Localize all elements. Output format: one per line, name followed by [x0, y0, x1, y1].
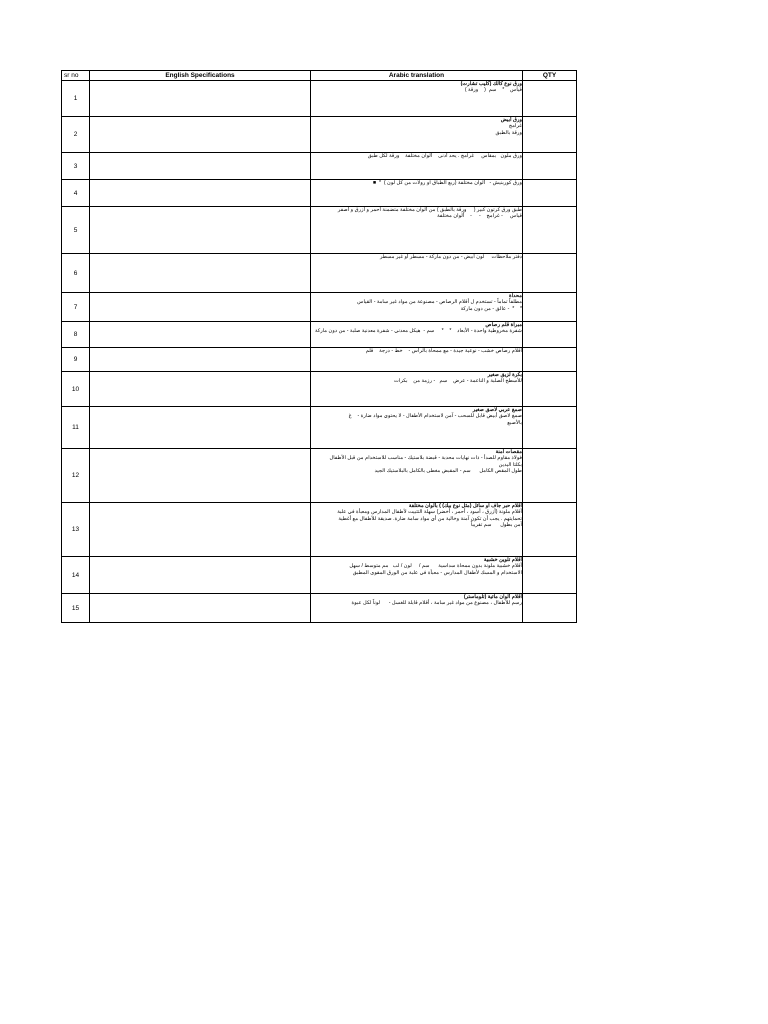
arabic-translation-cell	[311, 322, 523, 348]
qty-cell[interactable]	[523, 557, 577, 594]
qty-cell[interactable]	[523, 153, 577, 180]
table-row	[62, 594, 577, 623]
item-description-line: بكلتا اليدين	[498, 461, 522, 468]
qty-cell[interactable]	[523, 207, 577, 254]
arabic-translation-cell	[311, 594, 523, 623]
table-row	[62, 449, 577, 503]
item-description-line: تحمايتهم . يجب أن تكون آمنة وخالية من أي مواد سامة ضارة. صديقة للأطفال مع أغطية	[338, 515, 522, 522]
table-row	[62, 254, 577, 293]
item-description-line: بالأصبع	[507, 419, 522, 426]
row-number: 2	[62, 117, 90, 153]
item-description-line: فولاذ مقاوم للصدأ - ذات نهايات محدبة - قبضة بلاستيك - مناسب للاستخدام من قبل الأطفال	[329, 455, 522, 462]
arabic-translation-cell	[311, 153, 523, 180]
item-title: ورق نوع كالك (كليب تشارت)	[460, 81, 522, 87]
item-description-line: رسم للأطفال ، مصنوع من مواد غير سامة ، أقلام قابلة للغسل - لوناً لكل عبوة	[351, 600, 522, 607]
specifications-table	[61, 70, 577, 623]
english-spec-cell	[90, 207, 311, 254]
item-description-line: شفرة مخروطية واحدة - الأبعاد * * سم - هيكل معدني - شفرة معدنية صلبة - من دون ماركة	[314, 328, 522, 335]
arabic-translation-cell	[311, 180, 523, 207]
item-description-line: ورقة بالطبق	[495, 129, 522, 136]
english-spec-cell	[90, 117, 311, 153]
item-title: ورق أبيض	[500, 117, 522, 123]
table-row	[62, 557, 577, 594]
item-title: أقلام حبر جاف او سائل (مثل نوع بيك) ) بألوان مختلفة	[408, 503, 522, 509]
english-spec-cell	[90, 81, 311, 117]
arabic-translation-cell	[311, 293, 523, 322]
english-spec-cell	[90, 594, 311, 623]
table-row	[62, 180, 577, 207]
qty-cell[interactable]	[523, 348, 577, 372]
table-row	[62, 503, 577, 557]
row-number: 5	[62, 207, 90, 254]
item-description-line: أقلام رصاص خشب - نوعية جيدة - مع ممحاة بالرأس - خط - درجة قلم	[365, 348, 522, 354]
item-description-line: أقلام ملونة (أزرق ، أسود ، أحمر ، أخضر) سهلة التثبيت لأطفال المدارس ومعبأة في علبة	[337, 509, 522, 516]
item-title: صمغ عربي لاصق صغير	[472, 407, 522, 413]
english-spec-cell	[90, 407, 311, 449]
item-title: مقصات آمنة	[495, 449, 522, 455]
qty-cell[interactable]	[523, 322, 577, 348]
table-row	[62, 81, 577, 117]
english-spec-cell	[90, 180, 311, 207]
table-row	[62, 117, 577, 153]
item-title: مبراة قلم رصاص	[485, 322, 522, 328]
table-row	[62, 153, 577, 180]
row-number: 14	[62, 557, 90, 594]
table-row	[62, 348, 577, 372]
header-qty: QTY	[523, 71, 577, 81]
arabic-translation-cell	[311, 254, 523, 293]
item-description-line: صمغ لاصق أبيض قابل للسحب - آمن لاستخدام الأطفال - لا يحتوي مواد ضارة - غ	[348, 413, 522, 420]
row-number: 6	[62, 254, 90, 293]
arabic-translation-cell	[311, 348, 523, 372]
header-row	[62, 71, 577, 81]
arabic-translation-cell	[311, 81, 523, 117]
item-description-line: ورق كوربنيش - ألوان مختلفة (ربع الطباق او رولات من كل لون ) * ■	[372, 180, 522, 186]
item-description-line: قياس - غرامج - - ألوان مختلفة	[437, 213, 522, 220]
row-number: 9	[62, 348, 90, 372]
item-description-line: آمن بطول سم تقريباً	[470, 521, 522, 528]
row-number: 1	[62, 81, 90, 117]
item-title: أقلام ألوان مائية (تلوماستر)	[463, 594, 522, 600]
item-title: محداة	[508, 293, 522, 299]
item-description-line: الاستخدام و المسك لأطفال المدارس - معبأة في علبة من الورق المقوى المطبق	[352, 569, 522, 576]
qty-cell[interactable]	[523, 81, 577, 117]
table-row	[62, 293, 577, 322]
item-description-line: قياس * سم ( ورقة )	[464, 87, 522, 94]
item-description-line: أقلام خشبية ملونة بدون ممحاة سداسية سم / لون / لب مم متوسط / سهل	[349, 563, 522, 570]
qty-cell[interactable]	[523, 594, 577, 623]
row-number: 15	[62, 594, 90, 623]
table-row	[62, 207, 577, 254]
row-number: 8	[62, 322, 90, 348]
item-description-line: طول المقص الكامل سم - المقبض مغطى بالكامل بالبلاستيك الجيد	[374, 467, 522, 474]
row-number: 12	[62, 449, 90, 503]
row-number: 10	[62, 372, 90, 407]
header-english-specifications: English Specifications	[90, 71, 311, 81]
arabic-translation-cell	[311, 117, 523, 153]
item-description-line: ورق ملون بمقاس غرامج . يحد أدنى ألوان مختلفة ورقة لكل طبق	[367, 153, 522, 159]
item-description-line: * * - عالق - من دون ماركة	[460, 305, 522, 312]
table-row	[62, 372, 577, 407]
arabic-translation-cell	[311, 449, 523, 503]
row-number: 11	[62, 407, 90, 449]
item-description-line: غرامج	[508, 123, 522, 130]
table-row	[62, 407, 577, 449]
english-spec-cell	[90, 503, 311, 557]
english-spec-cell	[90, 293, 311, 322]
arabic-translation-cell	[311, 557, 523, 594]
qty-cell[interactable]	[523, 117, 577, 153]
english-spec-cell	[90, 449, 311, 503]
english-spec-cell	[90, 348, 311, 372]
arabic-translation-cell	[311, 407, 523, 449]
header-sr-no: sr no	[62, 71, 90, 81]
table-row	[62, 322, 577, 348]
row-number: 13	[62, 503, 90, 557]
item-title: أقلام تلوين خشبية	[483, 557, 522, 563]
qty-cell[interactable]	[523, 407, 577, 449]
item-title: بكرة لزيق صغير	[487, 372, 522, 378]
arabic-translation-cell	[311, 503, 523, 557]
arabic-translation-cell	[311, 372, 523, 407]
row-number: 7	[62, 293, 90, 322]
english-spec-cell	[90, 557, 311, 594]
item-description-line: طبق ورق كرتون كبير ( ورقة بالطبق ) من ألوان مختلفة متضمنة أحمر و أزرق و أصفر	[337, 207, 522, 213]
qty-cell[interactable]	[523, 180, 577, 207]
english-spec-cell	[90, 322, 311, 348]
qty-cell[interactable]	[523, 293, 577, 322]
english-spec-cell	[90, 372, 311, 407]
english-spec-cell	[90, 153, 311, 180]
item-description-line: دفتر ملاحظات لون أبيض - من دون ماركة - مسطر أو غير مسطر	[379, 254, 522, 260]
qty-cell[interactable]	[523, 503, 577, 557]
row-number: 3	[62, 153, 90, 180]
header-arabic-translation: Arabic translation	[311, 71, 523, 81]
qty-cell[interactable]	[523, 254, 577, 293]
qty-cell[interactable]	[523, 449, 577, 503]
arabic-translation-cell	[311, 207, 523, 254]
row-number: 4	[62, 180, 90, 207]
english-spec-cell	[90, 254, 311, 293]
qty-cell[interactable]	[523, 372, 577, 407]
item-description-line: مطلفاً تماماً - تستخدم ل أقلام الرصاص - مصنوعة من مواد غير سامة - القياس	[357, 299, 522, 306]
item-description-line: للأسطح الصلبة و الناعمة - عرض سم - رزمة من بكرات	[394, 378, 522, 385]
